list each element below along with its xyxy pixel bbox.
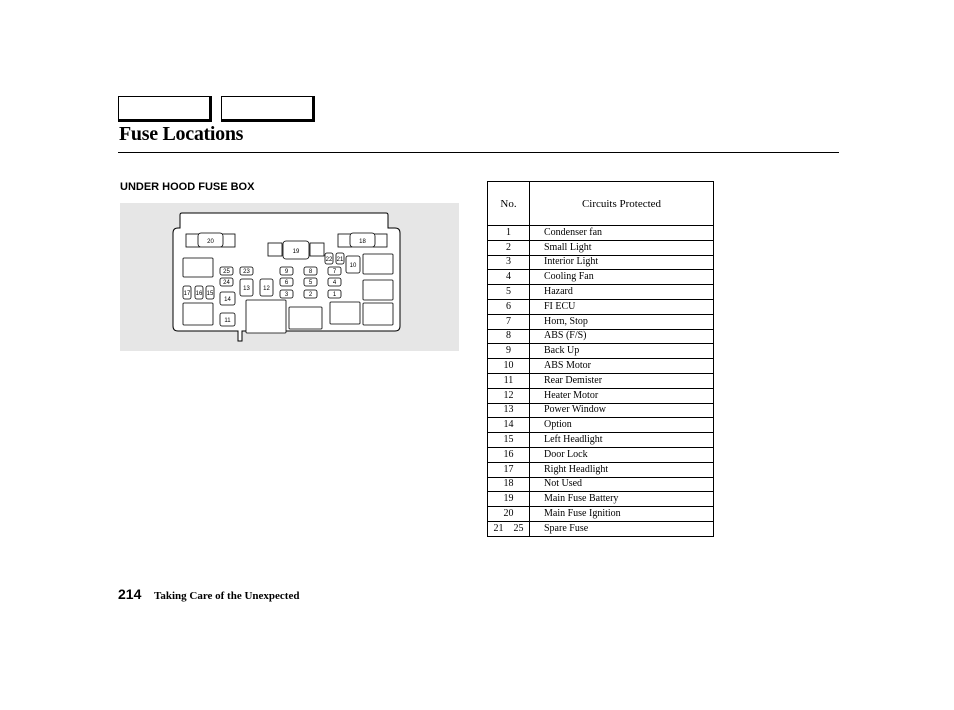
fuse-number: 1 xyxy=(488,226,530,241)
fuse-number: 13 xyxy=(488,403,530,418)
fuse-number: 11 xyxy=(488,373,530,388)
table-row xyxy=(488,314,714,329)
fuse-label-9: 9 xyxy=(284,269,289,275)
fuse-number: 8 xyxy=(488,329,530,344)
fuse-label-7: 7 xyxy=(332,269,337,275)
fuse-label-19: 19 xyxy=(292,249,300,255)
table-header-row xyxy=(488,182,714,226)
nav-tab-2[interactable] xyxy=(221,96,315,122)
fuse-number: 19 xyxy=(488,492,530,507)
circuit-name: Rear Demister xyxy=(530,373,714,388)
circuit-name: FI ECU xyxy=(530,299,714,314)
nav-tab-1[interactable] xyxy=(118,96,212,122)
fuse-number: 10 xyxy=(488,359,530,374)
fuse-number: 21 25 xyxy=(488,521,530,536)
fuse-label-10: 10 xyxy=(349,263,357,269)
fuse-label-6: 6 xyxy=(284,280,289,286)
circuit-name: Small Light xyxy=(530,240,714,255)
circuit-name: Option xyxy=(530,418,714,433)
fuse-number: 20 xyxy=(488,507,530,522)
fuse-number: 5 xyxy=(488,285,530,300)
circuit-name: Back Up xyxy=(530,344,714,359)
fuse-number: 6 xyxy=(488,299,530,314)
table-row xyxy=(488,388,714,403)
fuse-number: 2 xyxy=(488,240,530,255)
table-row xyxy=(488,462,714,477)
fuse-number: 4 xyxy=(488,270,530,285)
fuse-label-18: 18 xyxy=(359,239,366,245)
fuse-label-4: 4 xyxy=(332,280,337,286)
fuse-number: 14 xyxy=(488,418,530,433)
table-row xyxy=(488,240,714,255)
page-title: Fuse Locations xyxy=(119,123,244,145)
circuit-name: Hazard xyxy=(530,285,714,300)
fuse-number: 17 xyxy=(488,462,530,477)
circuit-name: Main Fuse Battery xyxy=(530,492,714,507)
table-row xyxy=(488,359,714,374)
fuse-table xyxy=(487,181,714,537)
table-row xyxy=(488,344,714,359)
table-row xyxy=(488,521,714,536)
column-header-no: No. xyxy=(488,182,530,226)
fuse-label-5: 5 xyxy=(308,280,313,286)
fuse-number: 3 xyxy=(488,255,530,270)
circuit-name: Right Headlight xyxy=(530,462,714,477)
fuse-label-14: 14 xyxy=(224,297,231,303)
circuit-name: Power Window xyxy=(530,403,714,418)
fuse-label-11: 11 xyxy=(224,318,231,324)
table-row xyxy=(488,299,714,314)
table-row xyxy=(488,403,714,418)
table-row xyxy=(488,507,714,522)
fuse-label-15: 15 xyxy=(206,291,214,297)
fuse-number: 15 xyxy=(488,433,530,448)
fuse-label-17: 17 xyxy=(183,291,191,297)
table-row xyxy=(488,492,714,507)
fuse-label-13: 13 xyxy=(243,286,250,292)
title-divider xyxy=(118,152,839,153)
table-row xyxy=(488,477,714,492)
circuit-name: Door Lock xyxy=(530,447,714,462)
column-header-circuits: Circuits Protected xyxy=(530,182,714,226)
table-row xyxy=(488,433,714,448)
fuse-label-25: 25 xyxy=(223,269,230,275)
fuse-number: 7 xyxy=(488,314,530,329)
table-row xyxy=(488,255,714,270)
fuse-box-diagram xyxy=(120,203,459,351)
fuse-number: 12 xyxy=(488,388,530,403)
fuse-label-23: 23 xyxy=(243,269,250,275)
table-row xyxy=(488,418,714,433)
table-row xyxy=(488,447,714,462)
table-row xyxy=(488,329,714,344)
chapter-title: Taking Care of the Unexpected xyxy=(154,590,300,602)
circuit-name: Heater Motor xyxy=(530,388,714,403)
circuit-name: Interior Light xyxy=(530,255,714,270)
circuit-name: Not Used xyxy=(530,477,714,492)
fuse-number: 18 xyxy=(488,477,530,492)
circuit-name: ABS (F/S) xyxy=(530,329,714,344)
page-number: 214 xyxy=(118,586,142,602)
fuse-label-3: 3 xyxy=(284,292,289,298)
fuse-label-22: 22 xyxy=(325,257,333,263)
circuit-name: Condenser fan xyxy=(530,226,714,241)
section-heading: UNDER HOOD FUSE BOX xyxy=(120,181,255,193)
table-row xyxy=(488,373,714,388)
fuse-label-1: 1 xyxy=(332,292,337,298)
fuse-label-21: 21 xyxy=(336,257,344,263)
fuse-label-16: 16 xyxy=(195,291,203,297)
circuit-name: Horn, Stop xyxy=(530,314,714,329)
fuse-box-diagram-panel xyxy=(120,203,459,351)
table-row xyxy=(488,226,714,241)
circuit-name: Main Fuse Ignition xyxy=(530,507,714,522)
circuit-name: Spare Fuse xyxy=(530,521,714,536)
fuse-label-12: 12 xyxy=(263,286,270,292)
fuse-number: 16 xyxy=(488,447,530,462)
circuit-name: Left Headlight xyxy=(530,433,714,448)
fuse-label-24: 24 xyxy=(223,280,230,286)
fuse-number: 9 xyxy=(488,344,530,359)
fuse-label-2: 2 xyxy=(308,292,313,298)
circuit-name: ABS Motor xyxy=(530,359,714,374)
table-row xyxy=(488,270,714,285)
table-row xyxy=(488,285,714,300)
fuse-label-20: 20 xyxy=(207,239,214,245)
fuse-label-8: 8 xyxy=(308,269,313,275)
circuit-name: Cooling Fan xyxy=(530,270,714,285)
